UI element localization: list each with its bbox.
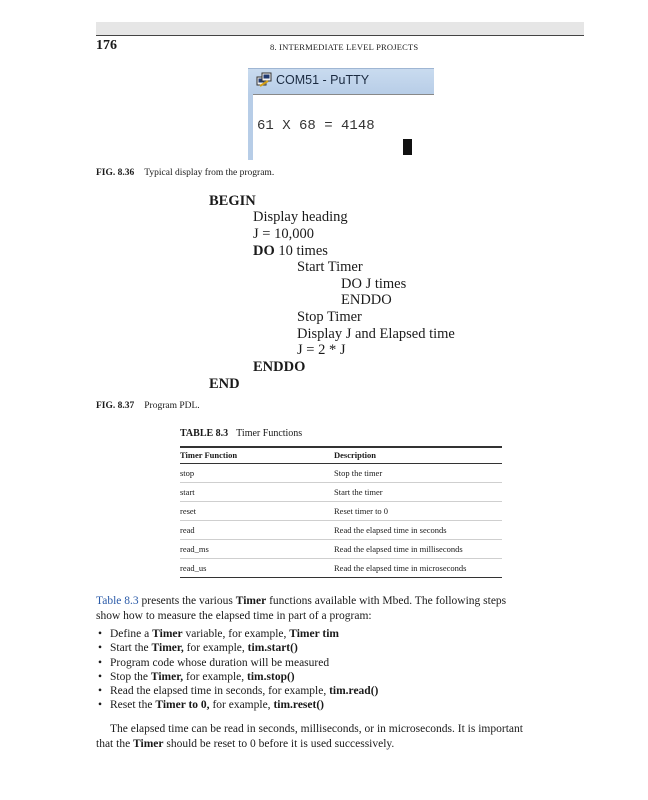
bold-term: Timer to 0, xyxy=(155,699,210,712)
bold-term: tim.stop() xyxy=(247,670,295,683)
text-run: should be reset to 0 before it is used successively. xyxy=(163,738,395,750)
text-run: Stop the xyxy=(110,670,151,683)
putty-icon xyxy=(256,72,272,88)
header-shade-bar xyxy=(96,22,584,35)
text-run: Program code whose duration will be measured xyxy=(110,656,330,669)
bold-term: tim.start() xyxy=(247,642,298,655)
pdl-do-loop xyxy=(253,243,328,260)
text-run: for example, xyxy=(183,670,248,683)
figure-caption-text: Program PDL. xyxy=(144,401,200,411)
pdl-enddo-outer: ENDDO xyxy=(253,359,306,375)
table-cell-description: Start the timer xyxy=(334,487,383,497)
table-cell-function: reset xyxy=(180,506,197,516)
text-run: variable, for example, xyxy=(182,628,290,640)
list-item xyxy=(96,657,586,671)
page-number: 176 xyxy=(96,38,117,53)
table-label: TABLE 8.3 xyxy=(180,428,229,439)
figure-caption-8-36 xyxy=(96,168,274,178)
table-cell-function: stop xyxy=(180,468,195,478)
timer-functions-table xyxy=(180,446,502,578)
bold-term: Timer xyxy=(152,628,183,640)
bold-term: Timer, xyxy=(151,642,184,655)
bold-term: tim.reset() xyxy=(273,699,324,712)
pdl-j-double: J = 2 * J xyxy=(297,342,346,358)
table-cell-description: Read the elapsed time in seconds xyxy=(334,525,447,535)
pdl-begin: BEGIN xyxy=(209,193,256,209)
bullet-dot: • xyxy=(98,656,103,669)
table-bottom-rule xyxy=(180,577,502,578)
running-head: 8. INTERMEDIATE LEVEL PROJECTS xyxy=(270,42,419,52)
bullet-dot: • xyxy=(98,670,103,683)
bold-term: tim.read() xyxy=(329,685,379,698)
paragraph-conclusion xyxy=(96,722,586,752)
putty-window-title: COM51 - PuTTY xyxy=(276,73,370,87)
text-run: that the xyxy=(96,738,134,750)
text-run: for example, xyxy=(183,642,248,655)
pdl-do-count: 10 times xyxy=(274,243,328,259)
table-top-rule xyxy=(180,446,502,448)
table-cell-function: read xyxy=(180,525,195,535)
pdl-display-j: Display J and Elapsed time xyxy=(297,326,455,342)
terminal-cursor xyxy=(403,139,412,155)
steps-bullet-list xyxy=(96,628,586,714)
table-row-divider xyxy=(180,501,502,502)
figure-label: FIG. 8.36 xyxy=(96,168,135,178)
text-run: Read the elapsed time in seconds, for example, xyxy=(110,685,330,698)
paragraph-line: show how to measure the elapsed time in part of a program: xyxy=(96,610,372,622)
header-rule xyxy=(96,35,584,36)
bold-term: Timer tim xyxy=(289,628,339,640)
list-item xyxy=(96,628,586,642)
table-header-function: Timer Function xyxy=(180,450,238,460)
bold-term: Timer xyxy=(133,738,164,750)
pdl-stop-timer: Stop Timer xyxy=(297,309,362,325)
list-item xyxy=(96,699,586,713)
table-cell-function: start xyxy=(180,487,195,497)
pdl-display-heading: Display heading xyxy=(253,209,348,225)
pdl-end: END xyxy=(209,376,240,392)
bold-term: Timer, xyxy=(150,670,184,683)
paragraph-intro xyxy=(96,594,586,624)
text-run: Reset the xyxy=(110,699,156,712)
text-run: presents the various xyxy=(138,595,236,607)
table-cell-function: read_us xyxy=(180,563,207,573)
figure-caption-8-37 xyxy=(96,401,200,411)
figure-caption-text: Typical display from the program. xyxy=(144,168,275,178)
terminal-output-line: 61 X 68 = 4148 xyxy=(257,118,375,134)
list-item xyxy=(96,642,586,656)
table-cell-function: read_ms xyxy=(180,544,209,554)
text-run: Define a xyxy=(110,628,153,640)
bullet-dot: • xyxy=(98,685,103,698)
pdl-j-init: J = 10,000 xyxy=(253,226,314,242)
bold-term: Timer xyxy=(235,595,267,607)
pdl-start-timer: Start Timer xyxy=(297,259,363,275)
table-cell-description: Reset timer to 0 xyxy=(334,506,389,516)
table-header-rule xyxy=(180,463,502,464)
table-cell-description: Stop the timer xyxy=(334,468,383,478)
figure-label: FIG. 8.37 xyxy=(96,401,135,411)
paragraph-line: The elapsed time can be read in seconds, milliseconds, or in microseconds. It is important xyxy=(110,723,523,735)
paragraph-line xyxy=(96,737,586,752)
bullet-dot: • xyxy=(98,699,103,712)
table-title-text: Timer Functions xyxy=(236,428,303,439)
bullet-dot: • xyxy=(98,628,103,640)
pdl-do-j: DO J times xyxy=(341,276,407,292)
table-row-divider xyxy=(180,558,502,559)
table-row-divider xyxy=(180,482,502,483)
table-cell-description: Read the elapsed time in microseconds xyxy=(334,563,467,573)
text-run: for example, xyxy=(209,699,274,712)
table-header-description: Description xyxy=(334,450,377,460)
pdl-do-keyword: DO xyxy=(253,243,275,259)
pdl-enddo-inner: ENDDO xyxy=(341,292,392,308)
list-item xyxy=(96,685,586,699)
text-run: functions available with Mbed. The following steps xyxy=(266,595,507,607)
bullet-dot: • xyxy=(98,642,103,655)
table-link[interactable]: Table 8.3 xyxy=(96,595,139,607)
list-item xyxy=(96,671,586,685)
table-title xyxy=(180,428,302,439)
table-row-divider xyxy=(180,520,502,521)
table-row-divider xyxy=(180,539,502,540)
table-cell-description: Read the elapsed time in milliseconds xyxy=(334,544,463,554)
text-run: Start the xyxy=(110,642,152,655)
paragraph-line xyxy=(96,594,586,609)
